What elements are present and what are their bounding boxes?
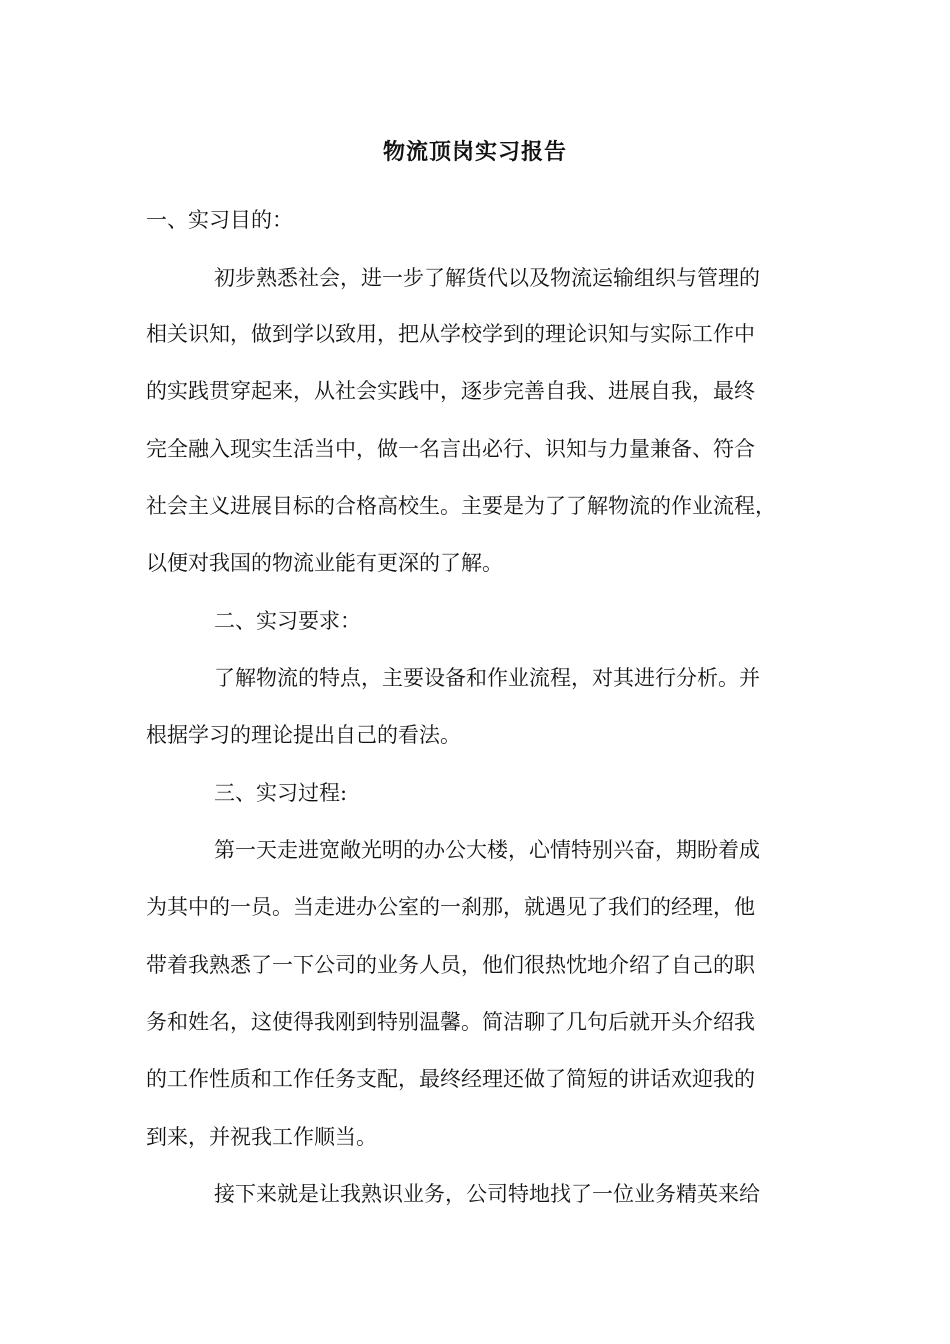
paragraph-line: 带着我熟悉了一下公司的业务人员，他们很热忱地介绍了自己的职	[146, 953, 755, 977]
paragraph-line: 根据学习的理论提出自己的看法。	[146, 723, 461, 747]
paragraph-line: 接下来就是让我熟识业务，公司特地找了一位业务精英来给	[214, 1182, 760, 1206]
document-title: 物流顶岗实习报告	[382, 139, 567, 165]
paragraph-line: 务和姓名，这使得我刚到特别温馨。简洁聊了几句后就开头介绍我	[146, 1010, 755, 1034]
paragraph-line: 社会主义进展目标的合格高校生。主要是为了了解物流的作业流程，	[146, 494, 776, 518]
paragraph-line: 的实践贯穿起来，从社会实践中，逐步完善自我、进展自我，最终	[146, 379, 755, 403]
paragraph-line: 完全融入现实生活当中，做一名言出必行、识知与力量兼备、符合	[146, 437, 755, 461]
section-heading-requirements: 二、实习要求：	[214, 609, 361, 633]
paragraph-line: 了解物流的特点，主要设备和作业流程，对其进行分析。并	[214, 666, 760, 690]
paragraph-line: 第一天走进宽敞光明的办公大楼，心情特别兴奋，期盼着成	[214, 838, 760, 862]
section-heading-process: 三、实习过程:	[214, 781, 348, 805]
paragraph-line: 为其中的一员。当走进办公室的一刹那，就遇见了我们的经理，他	[146, 895, 755, 919]
paragraph-line: 相关识知，做到学以致用，把从学校学到的理论识知与实际工作中	[146, 322, 755, 346]
paragraph-line: 的工作性质和工作任务支配，最终经理还做了简短的讲话欢迎我的	[146, 1067, 755, 1091]
paragraph-line: 以便对我国的物流业能有更深的了解。	[146, 551, 503, 575]
section-heading-purpose: 一、实习目的：	[146, 208, 293, 232]
paragraph-line: 初步熟悉社会，进一步了解货代以及物流运输组织与管理的	[214, 266, 760, 290]
paragraph-line: 到来，并祝我工作顺当。	[146, 1125, 377, 1149]
